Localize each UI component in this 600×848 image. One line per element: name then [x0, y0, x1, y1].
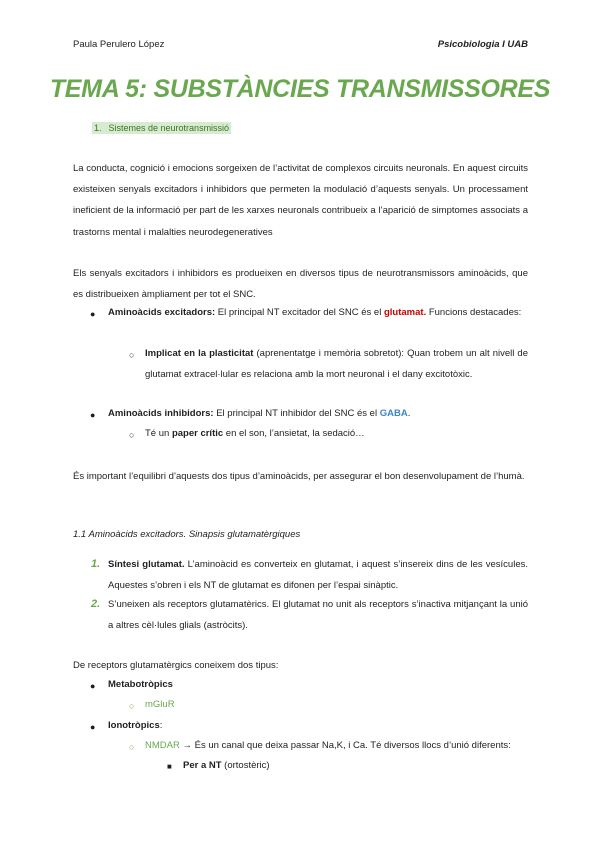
- section-heading-1: [92, 123, 231, 133]
- bullet-disc-icon: ●: [90, 722, 96, 732]
- section-number: 1.: [94, 123, 102, 133]
- nt-site-bold: Per a NT: [183, 760, 222, 771]
- page-title: TEMA 5: SUBSTÀNCIES TRANSMISSORES: [49, 75, 551, 103]
- bullet-disc-icon: ●: [90, 681, 96, 691]
- bullet-disc-icon: ●: [90, 410, 96, 420]
- nmdar-text: És un canal que deixa passar Na,K, i Ca. Té diversos llocs d’unió diferents:: [194, 740, 511, 751]
- bullet-circle-icon: ○: [129, 742, 135, 752]
- critical-text-before: Té un: [145, 428, 172, 439]
- excitatory-label: Aminoàcids excitadors:: [108, 307, 216, 318]
- bullet-circle-icon: ○: [129, 350, 135, 360]
- metabotropic-label: Metabotròpics: [108, 679, 173, 690]
- header-author: Paula Perulero López: [73, 39, 165, 50]
- bullet-square-icon: ■: [167, 762, 172, 771]
- critical-bold: paper crític: [171, 428, 224, 439]
- bullet-circle-icon: ○: [129, 701, 135, 711]
- excitatory-text: El principal NT excitador del SNC és el: [215, 307, 384, 318]
- mglur-item: mGluR: [145, 699, 175, 710]
- gaba-highlight: GABA: [379, 408, 408, 419]
- plasticity-item: [145, 344, 528, 386]
- plasticity-text: (aprenentatge i memòria sobretot): Quan trobem un alt nivell de glutamat extracel·lular es relaciona amb la mort neuronal i el dany excitotòxic.: [145, 348, 528, 380]
- excitatory-item: [108, 303, 528, 324]
- inhibitory-text-after: .: [407, 408, 411, 419]
- nmdar-label: NMDAR: [145, 740, 180, 751]
- step-number: 1.: [91, 558, 101, 570]
- step-number: 2.: [91, 598, 101, 610]
- plasticity-label: Implicat en la plasticitat: [145, 348, 254, 359]
- glutamat-punct: .: [423, 307, 427, 318]
- ionotropic-label: Ionotròpics: [108, 720, 160, 731]
- metabotropic-item: [108, 675, 528, 696]
- signals-paragraph: Els senyals excitadors i inhibidors es produeixen en diversos tipus de neurotransmissors aminoàcids, que es distribueixen àmpliament per tot el SNC.: [73, 268, 528, 301]
- bullet-circle-icon: ○: [129, 430, 135, 440]
- balance-paragraph: És important l’equilibri d’aquests dos tipus d’aminoàcids, per assegurar el bon desenvolupament de l’humà.: [73, 471, 525, 482]
- inhibitory-label: Aminoàcids inhibidors:: [108, 408, 214, 419]
- nmdar-item: [145, 736, 535, 757]
- nt-site-item: [183, 756, 528, 777]
- subsection-rest: . Sinapsis glutamatèrgiques: [183, 529, 301, 540]
- bullet-disc-icon: ●: [90, 309, 96, 319]
- step-2: [108, 595, 528, 637]
- step-1-text: L’aminoàcid es converteix en glutamat, i aquest s’insereix dins de les vesícules. Aquestes s’obren i els NT de glutamat es difonen per l’espai sinàptic.: [108, 559, 529, 591]
- excitatory-text-after: Funcions destacades:: [426, 307, 522, 318]
- step-2-text: S’uneixen als receptors glutamatèrics. El glutamat no unit als receptors s’inactiva mitjançant la unió a altres cèl·lules glials (astròcits).: [108, 599, 528, 631]
- subsection-heading: [73, 529, 300, 540]
- inhibitory-item: [108, 404, 528, 425]
- ionotropic-item: [108, 716, 528, 737]
- arrow-right-icon: →: [179, 740, 195, 751]
- subsection-lead: 1.1 Aminoàcids excitadors: [73, 529, 184, 540]
- glutamat-highlight: glutamat: [383, 307, 424, 318]
- inhibitory-text: El principal NT inhibidor del SNC és el: [213, 408, 380, 419]
- header-course: Psicobiologia I UAB: [437, 39, 528, 50]
- critical-role-item: [145, 424, 528, 445]
- step-1-bold: Síntesi glutamat.: [108, 559, 185, 570]
- section-label: Sistemes de neurotransmissió: [108, 123, 230, 133]
- step-1: [108, 555, 528, 597]
- nt-site-text: (ortostèric): [221, 760, 270, 771]
- ionotropic-colon: :: [159, 720, 163, 731]
- critical-text-after: en el son, l’ansietat, la sedació…: [223, 428, 365, 439]
- intro-paragraph: La conducta, cognició i emocions sorgeixen de l’activitat de complexos circuits neuronals. En aquest circuits existeixen senyals excitadors i inhibidors que permeten la modulació d’aquests senyals. Un processament ineficient de la informació per part de les xarxes neuronals contribueix a l’aparició de simptomes associats a trastorns mental i malalties neurodegeneratives: [73, 163, 528, 238]
- receptors-intro: De receptors glutamatèrgics coneixem dos tipus:: [73, 660, 279, 671]
